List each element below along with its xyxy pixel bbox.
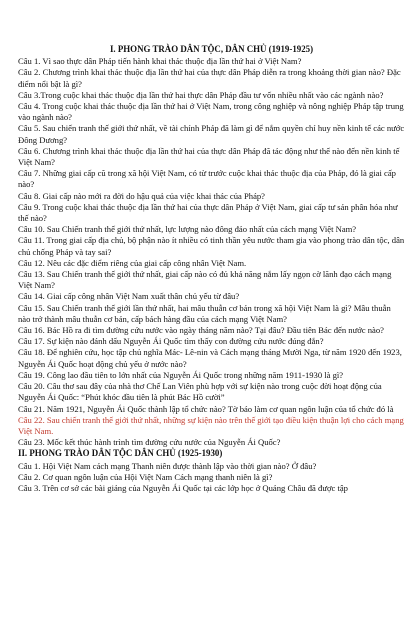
question-1-12: Câu 12. Nêu các đặc điểm riêng của giai cấp công nhân Việt Nam. [18,257,247,268]
question-2-3: Câu 3. Trên cơ sở các bài giảng của Nguyễn Ái Quốc tại các lớp học ở Quảng Châu đã được tập [18,482,348,493]
question-1-4: Câu 4. Trong cuộc khai thác thuộc địa lần thứ hai ở Việt Nam, trong công nghiệp và nông nghiệp Pháp tập trung vào ngành nào? [18,101,404,123]
question-1-10: Câu 10. Sau Chiến tranh thế giới thứ nhất, lực lượng nào đông đảo nhất của cách mạng Việt Nam? [18,224,357,235]
question-1-13: Câu 13. Sau Chiến tranh thế giới thứ nhất, giai cấp nào có đủ khả năng nắm lấy ngọn cờ lãnh đạo cách mạng Việt Nam? [18,269,392,291]
question-1-11: Câu 11. Trong giai cấp địa chủ, bộ phận nào ít nhiều có tinh thần yêu nước tham gia vào phong trào dân tộc, dân chủ chống Pháp và tay sai? [18,235,405,257]
question-2-1: Câu 1. Hội Việt Nam cách mạng Thanh niên được thành lập vào thời gian nào? Ở đâu? [18,460,317,471]
question-1-22: Câu 22. Sau chiến tranh thế giới thứ nhất, những sự kiện nào trên thế giới tạo điều kiện thuận lợi cho cách mạng Việt Nam. [18,414,404,436]
question-1-19: Câu 19. Công lao đầu tiên to lớn nhất của Nguyễn Ái Quốc trong những năm 1911-1930 là gì? [18,369,344,380]
question-2-2: Câu 2. Cơ quan ngôn luận của Hội Việt Nam Cách mạng thanh niên là gì? [18,471,273,482]
question-1-16: Câu 16. Bác Hồ ra đi tìm đường cứu nước vào ngày tháng năm nào? Tại đâu? Đầu tiên Bác đến nước nào? [18,325,384,336]
question-1-18: Câu 18. Để nghiên cứu, học tập chủ nghĩa Mác- Lê-nin và Cách mạng tháng Mười Nga, từ năm 1920 đến 1923, Nguyễn Ái Quốc hoạt động chủ yếu ở nước nào? [18,347,402,369]
question-1-23: Câu 23. Mốc kết thúc hành trình tìm đường cứu nước của Nguyễn Ái Quốc? [18,437,281,448]
question-1-21: Câu 21. Năm 1921, Nguyễn Ái Quốc thành lập tổ chức nào? Tờ báo làm cơ quan ngôn luận của tổ chức đó là [18,403,394,414]
question-1-20: Câu 20. Câu thơ sau đây của nhà thơ Chế Lan Viên phù hợp với sự kiện nào trong cuộc đời hoạt động của Nguyễn Ái Quốc: “Phút khóc đầu tiên là phút Bác Hồ cười” [18,381,382,403]
question-1-5: Câu 5. Sau chiến tranh thế giới thứ nhất, về tài chính Pháp đã làm gì để nắm quyền chỉ huy nền kinh tế các nước Đông Dương? [18,123,405,145]
section-1-questions [18,56,405,448]
question-1-17: Câu 17. Sự kiện nào đánh dấu Nguyễn Ái Quốc tìm thấy con đường cứu nước đúng đắn? [18,336,324,347]
section-2-questions [18,461,405,495]
question-1-2: Câu 2. Chương trình khai thác thuộc địa lần thứ hai của thực dân Pháp diễn ra trong khoảng thời gian nào? Đặc điểm nổi bật là gì? [18,67,401,89]
question-1-1: Câu 1. Vì sao thực dân Pháp tiến hành khai thác thuộc địa lần thứ hai ở Việt Nam? [18,56,302,67]
question-1-14: Câu 14. Giai cấp công nhân Việt Nam xuất thân chủ yếu từ đâu? [18,291,240,302]
question-1-7: Câu 7. Những giai cấp cũ trong xã hội Việt Nam, có từ trước cuộc khai thác thuộc địa của Pháp, đó là giai cấp nào? [18,168,396,190]
question-1-8: Câu 8. Giai cấp nào mới ra đời do hậu quả của việc khai thác của Pháp? [18,190,265,201]
question-1-9: Câu 9. Trong cuộc khai thác thuộc địa lần thứ hai của thực dân Pháp ở Việt Nam, giai cấp tư sản phân hóa như thế nào? [18,201,398,224]
section-1-title: I. PHONG TRÀO DÂN TỘC, DÂN CHỦ (1919-1925) [109,44,314,54]
section-2-title: II. PHONG TRÀO DÂN TỘC DÂN CHỦ (1925-1930) [18,448,223,459]
question-1-15: Câu 15. Sau Chiến tranh thế giới lần thứ nhất, hai mâu thuẫn cơ bản trong xã hội Việt Nam là gì? Mâu thuẫn nào trở thành mâu thuẫn cơ bản, cấp bách hàng đầu của cách mạng Việt Nam? [18,302,391,324]
question-1-3: Câu 3.Trong cuộc khai thác thuộc địa lần thứ hai thực dân Pháp đầu tư vốn nhiều nhất vào các ngành nào? [18,89,384,100]
question-1-6: Câu 6. Chương trình khai thác thuộc địa lần thứ hai của thực dân Pháp đã tác động như thế nào đến nền kinh tế Việt Nam? [18,145,400,168]
